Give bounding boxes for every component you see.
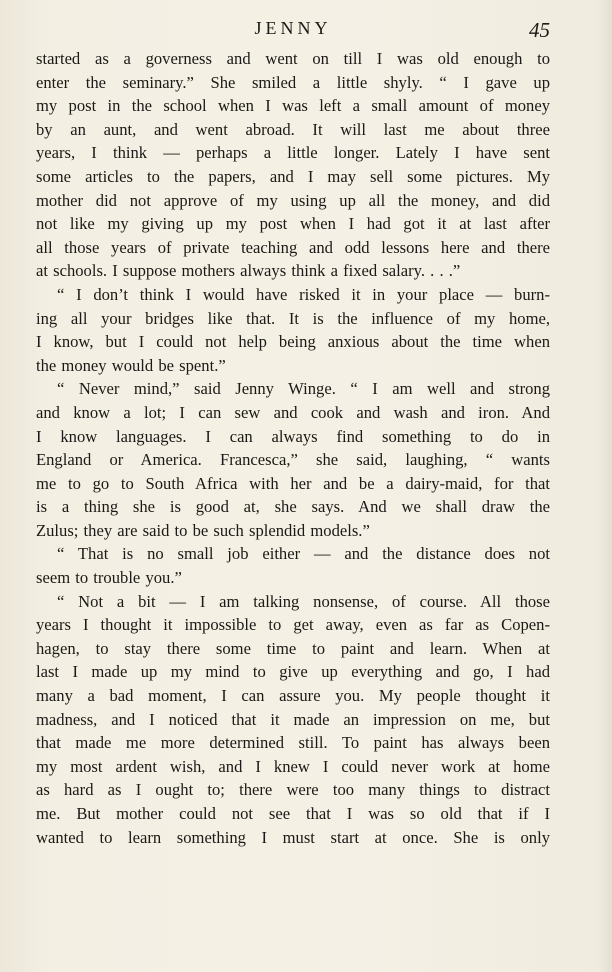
text-line: madness, and I noticed that it made an impression on me, but xyxy=(36,709,550,729)
text-line: enter the seminary.” She smiled a little shyly. “ I gave up xyxy=(36,72,550,92)
text-line: I know languages. I can always find something to do in xyxy=(36,426,550,446)
text-line: “ That is no small job either — and the distance does not xyxy=(57,544,550,564)
text-line: me. But mother could not see that I was so old that if I xyxy=(36,804,550,823)
text-line: the money would be spent.” xyxy=(36,355,226,375)
text-line: ing all your bridges like that. It is the influence of my home, xyxy=(36,308,550,328)
text-line: I know, but I could not help being anxious about the time when xyxy=(36,332,550,352)
page-number: 45 xyxy=(529,18,550,42)
text-line: all those years of private teaching and odd lessons here and there xyxy=(36,237,550,257)
text-line: many a bad moment, I can assure you. My people thought it xyxy=(36,686,550,706)
text-line: England or America. Francesca,” she said, laughing, “ wants xyxy=(36,450,550,470)
text-line: is a thing she is good at, she says. And we shall draw the xyxy=(36,497,550,517)
text-line: mother did not approve of my using up all the money, and did xyxy=(36,190,550,210)
text-line: not like my giving up my post when I had got it at last after xyxy=(36,214,550,234)
text-line: started as a governess and went on till I was old enough to xyxy=(36,49,550,68)
text-line: some articles to the papers, and I may sell some pictures. My xyxy=(36,166,550,186)
text-line: my post in the school when I was left a small amount of money xyxy=(36,96,550,116)
text-line: Zulus; they are said to be such splendid models.” xyxy=(36,520,370,540)
text-line: wanted to learn something I must start at once. She is only xyxy=(36,827,550,847)
text-line: hagen, to stay there some time to paint and learn. When at xyxy=(36,638,550,658)
text-line: years, I think — perhaps a little longer. Lately I have sent xyxy=(36,143,550,163)
text-line: seem to trouble you.” xyxy=(36,568,182,588)
text-line: and know a lot; I can sew and cook and wash and iron. And xyxy=(36,402,550,422)
text-line: “ Never mind,” said Jenny Winge. “ I am well and strong xyxy=(57,379,550,399)
text-line: years I thought it impossible to get away, even as far as Copen- xyxy=(36,615,550,635)
body-text xyxy=(36,47,550,849)
text-line: “ Not a bit — I am talking nonsense, of course. All those xyxy=(57,591,550,611)
text-line: last I made up my mind to give up everything and go, I had xyxy=(36,662,550,682)
text-line: me to go to South Africa with her and be a dairy-maid, for that xyxy=(36,473,550,493)
text-line: at schools. I suppose mothers always think a fixed salary. . . .” xyxy=(36,261,461,281)
text-line: that made me more determined still. To paint has always been xyxy=(36,733,550,753)
text-line: as hard as I ought to; there were too many things to distract xyxy=(36,780,550,800)
page-header xyxy=(36,14,550,44)
text-line: by an aunt, and went abroad. It will last me about three xyxy=(36,119,550,139)
text-line: my most ardent wish, and I knew I could never work at home xyxy=(36,756,550,776)
page-edge-shadow xyxy=(598,0,612,972)
text-line: “ I don’t think I would have risked it in your place — burn- xyxy=(57,284,550,304)
running-title: JENNY xyxy=(254,18,332,38)
